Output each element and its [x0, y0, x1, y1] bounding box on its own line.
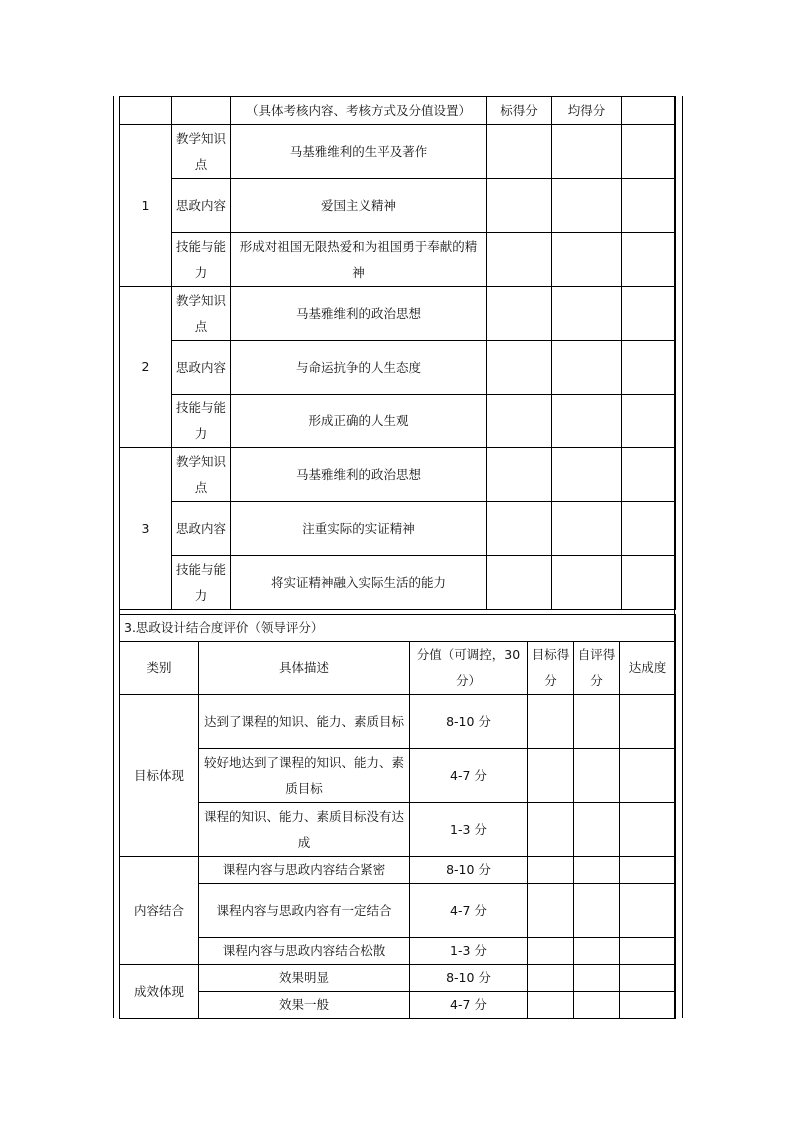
table-frame	[113, 96, 683, 1018]
category-cell: 成效体现	[120, 965, 199, 1019]
desc-cell: 较好地达到了课程的知识、能力、素质目标	[199, 749, 410, 803]
group-number: 3	[120, 448, 172, 610]
header-type-cell	[172, 97, 231, 125]
self-score-cell	[574, 965, 620, 992]
self-score-cell	[574, 938, 620, 965]
row-content: 马基雅维利的政治思想	[231, 287, 487, 341]
score-std-cell	[487, 179, 552, 233]
self-score-cell	[574, 803, 620, 857]
score-avg-cell	[552, 287, 622, 341]
row-content: 形成对祖国无限热爱和为祖国勇于奉献的精神	[231, 233, 487, 287]
knowledge-row	[120, 448, 676, 502]
extra-cell	[622, 395, 676, 448]
knowledge-table	[119, 96, 676, 610]
evaluation-table	[119, 614, 676, 1019]
desc-cell: 达到了课程的知识、能力、素质目标	[199, 695, 410, 749]
knowledge-row	[120, 287, 676, 341]
extra-cell	[622, 179, 676, 233]
score-avg-cell	[552, 125, 622, 179]
score-cell: 4-7 分	[410, 992, 528, 1019]
target-score-cell	[528, 803, 574, 857]
desc-cell: 课程内容与思政内容结合紧密	[199, 857, 410, 884]
evaluation-header-row	[120, 642, 676, 695]
score-cell: 4-7 分	[410, 884, 528, 938]
knowledge-row	[120, 502, 676, 556]
row-type: 教学知识点	[172, 287, 231, 341]
knowledge-row	[120, 395, 676, 448]
target-score-cell	[528, 857, 574, 884]
frame-right-border	[682, 96, 683, 1018]
header-content: （具体考核内容、考核方式及分值设置）	[231, 97, 487, 125]
knowledge-header-row	[120, 97, 676, 125]
evaluation-row	[120, 884, 676, 938]
target-score-cell	[528, 965, 574, 992]
desc-cell: 课程内容与思政内容有一定结合	[199, 884, 410, 938]
section-title: 3.思政设计结合度评价（领导评分）	[120, 615, 676, 642]
desc-cell: 效果一般	[199, 992, 410, 1019]
row-type: 技能与能力	[172, 556, 231, 610]
header-extra-cell	[622, 97, 676, 125]
target-score-cell	[528, 992, 574, 1019]
knowledge-row	[120, 341, 676, 395]
row-content: 爱国主义精神	[231, 179, 487, 233]
header-target: 目标得分	[528, 642, 574, 695]
score-cell: 8-10 分	[410, 857, 528, 884]
extra-cell	[622, 556, 676, 610]
extra-cell	[622, 448, 676, 502]
score-std-cell	[487, 556, 552, 610]
knowledge-row	[120, 233, 676, 287]
score-avg-cell	[552, 448, 622, 502]
achieve-cell	[620, 749, 676, 803]
header-desc: 具体描述	[199, 642, 410, 695]
score-cell: 8-10 分	[410, 965, 528, 992]
self-score-cell	[574, 749, 620, 803]
target-score-cell	[528, 695, 574, 749]
self-score-cell	[574, 695, 620, 749]
header-num-cell	[120, 97, 172, 125]
achieve-cell	[620, 857, 676, 884]
header-self: 自评得分	[574, 642, 620, 695]
extra-cell	[622, 502, 676, 556]
evaluation-row	[120, 965, 676, 992]
frame-left-border	[113, 96, 114, 1018]
row-content: 形成正确的人生观	[231, 395, 487, 448]
row-type: 思政内容	[172, 341, 231, 395]
score-std-cell	[487, 233, 552, 287]
header-category: 类别	[120, 642, 199, 695]
score-avg-cell	[552, 179, 622, 233]
achieve-cell	[620, 992, 676, 1019]
group-number: 2	[120, 287, 172, 448]
score-avg-cell	[552, 341, 622, 395]
achieve-cell	[620, 695, 676, 749]
row-content: 与命运抗争的人生态度	[231, 341, 487, 395]
category-cell: 目标体现	[120, 695, 199, 857]
achieve-cell	[620, 803, 676, 857]
achieve-cell	[620, 965, 676, 992]
evaluation-row	[120, 857, 676, 884]
row-type: 教学知识点	[172, 448, 231, 502]
achieve-cell	[620, 938, 676, 965]
desc-cell: 课程内容与思政内容结合松散	[199, 938, 410, 965]
knowledge-row	[120, 556, 676, 610]
target-score-cell	[528, 938, 574, 965]
self-score-cell	[574, 992, 620, 1019]
evaluation-row	[120, 695, 676, 749]
header-achieve: 达成度	[620, 642, 676, 695]
row-type: 思政内容	[172, 502, 231, 556]
evaluation-row	[120, 803, 676, 857]
row-type: 教学知识点	[172, 125, 231, 179]
category-cell: 内容结合	[120, 857, 199, 965]
header-score-avg: 均得分	[552, 97, 622, 125]
score-cell: 8-10 分	[410, 695, 528, 749]
achieve-cell	[620, 884, 676, 938]
header-score-std: 标得分	[487, 97, 552, 125]
row-content: 将实证精神融入实际生活的能力	[231, 556, 487, 610]
score-avg-cell	[552, 233, 622, 287]
header-score: 分值（可调控，30 分）	[410, 642, 528, 695]
knowledge-row	[120, 179, 676, 233]
evaluation-row	[120, 749, 676, 803]
score-cell: 1-3 分	[410, 938, 528, 965]
score-avg-cell	[552, 502, 622, 556]
extra-cell	[622, 125, 676, 179]
row-content: 马基雅维利的生平及著作	[231, 125, 487, 179]
row-content: 注重实际的实证精神	[231, 502, 487, 556]
desc-cell: 课程的知识、能力、素质目标没有达成	[199, 803, 410, 857]
target-score-cell	[528, 884, 574, 938]
extra-cell	[622, 341, 676, 395]
self-score-cell	[574, 884, 620, 938]
score-avg-cell	[552, 556, 622, 610]
evaluation-row	[120, 992, 676, 1019]
score-avg-cell	[552, 395, 622, 448]
row-type: 技能与能力	[172, 395, 231, 448]
extra-cell	[622, 287, 676, 341]
self-score-cell	[574, 857, 620, 884]
row-content: 马基雅维利的政治思想	[231, 448, 487, 502]
desc-cell: 效果明显	[199, 965, 410, 992]
score-std-cell	[487, 395, 552, 448]
section-title-row	[120, 615, 676, 642]
extra-cell	[622, 233, 676, 287]
knowledge-row	[120, 125, 676, 179]
evaluation-row	[120, 938, 676, 965]
group-number: 1	[120, 125, 172, 287]
score-std-cell	[487, 287, 552, 341]
score-std-cell	[487, 341, 552, 395]
score-std-cell	[487, 448, 552, 502]
row-type: 思政内容	[172, 179, 231, 233]
score-std-cell	[487, 125, 552, 179]
score-cell: 1-3 分	[410, 803, 528, 857]
score-std-cell	[487, 502, 552, 556]
score-cell: 4-7 分	[410, 749, 528, 803]
target-score-cell	[528, 749, 574, 803]
row-type: 技能与能力	[172, 233, 231, 287]
